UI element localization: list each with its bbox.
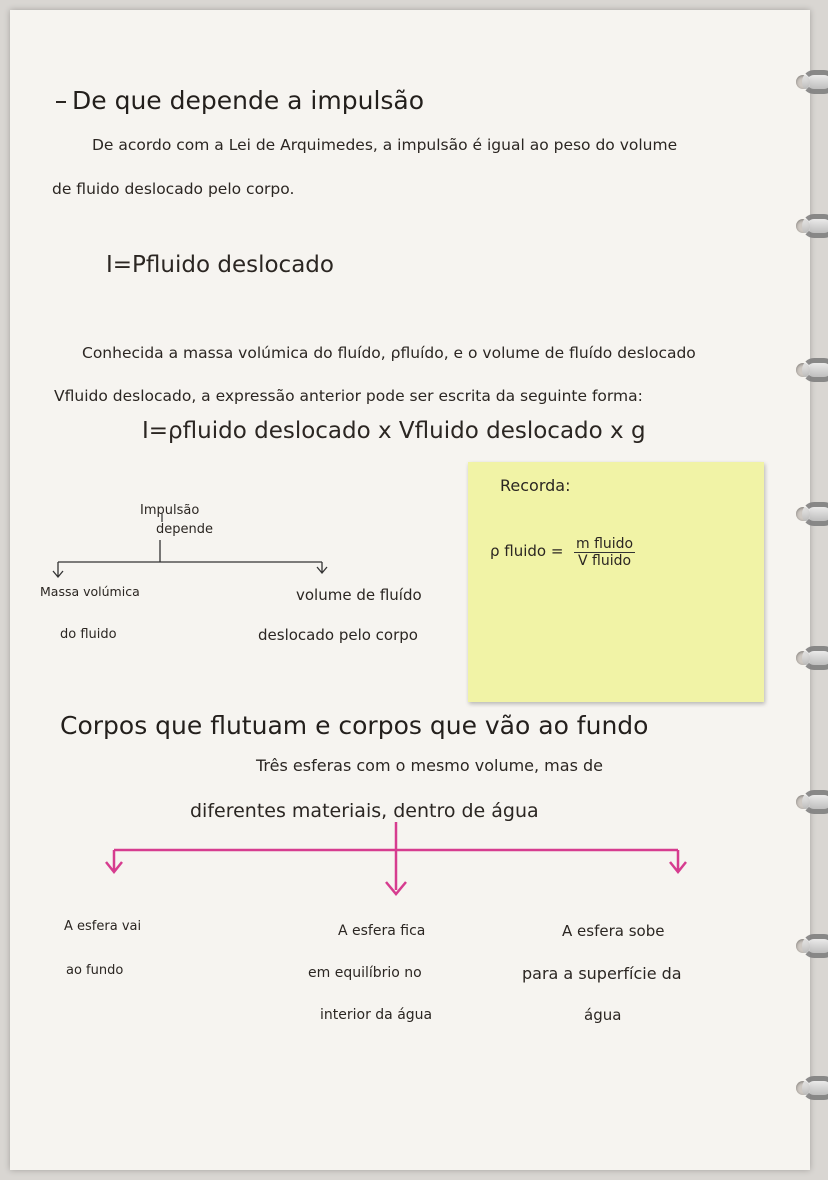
diagram-right-branch-label: volume de fluído bbox=[296, 586, 422, 604]
outcome-sink-line1: A esfera vai bbox=[64, 919, 142, 934]
arrow-right-icon bbox=[317, 562, 327, 573]
density-formula-lhs: ρ fluido = bbox=[490, 542, 564, 560]
section-heading-impulse: De que depende a impulsão bbox=[72, 86, 425, 115]
notebook-page bbox=[10, 10, 810, 1170]
paragraph-archimedes-line2: de fluido deslocado pelo corpo. bbox=[52, 180, 295, 198]
diagram-left-branch-sublabel: do fluido bbox=[60, 627, 117, 642]
formula-impulse-weight: I=Pfluido deslocado bbox=[106, 252, 334, 278]
arrow-left-icon bbox=[53, 562, 63, 577]
diagram-root-sublabel: depende bbox=[156, 522, 213, 537]
intro-spheres-line2: diferentes materiais, dentro de água bbox=[190, 800, 539, 822]
diagram-root-label: Impulsão bbox=[140, 503, 200, 518]
density-numerator: m fluido bbox=[576, 536, 634, 552]
diagram-left-branch-label: Massa volúmica bbox=[40, 584, 140, 599]
outcome-float-line3: água bbox=[584, 1006, 622, 1024]
outcome-sink-line2: ao fundo bbox=[66, 963, 124, 978]
section-heading-floating: Corpos que flutuam e corpos que vão ao fundo bbox=[60, 711, 649, 740]
outcome-equilibrium-line3: interior da água bbox=[320, 1007, 433, 1023]
diagram-arrows bbox=[10, 10, 810, 1170]
sticky-note-title: Recorda: bbox=[500, 476, 571, 495]
diagram-right-branch-sublabel: deslocado pelo corpo bbox=[258, 626, 418, 644]
intro-spheres-line1: Três esferas com o mesmo volume, mas de bbox=[256, 756, 603, 775]
arrow-float-icon bbox=[670, 850, 686, 872]
outcome-float-line2: para a superfície da bbox=[522, 964, 682, 983]
formula-impulse-density: I=ρfluido deslocado x Vfluido deslocado x g bbox=[142, 418, 646, 444]
paragraph-density-line1: Conhecida a massa volúmica do fluído, ρfluído, e o volume de fluído deslocado bbox=[82, 344, 696, 362]
arrow-sink-icon bbox=[106, 850, 122, 872]
outcome-float-line1: A esfera sobe bbox=[562, 922, 665, 940]
outcome-equilibrium-line1: A esfera fica bbox=[338, 923, 426, 939]
paragraph-density-line2: Vfluido deslocado, a expressão anterior pode ser escrita da seguinte forma: bbox=[54, 387, 643, 405]
outcome-equilibrium-line2: em equilíbrio no bbox=[308, 965, 422, 981]
density-denominator: V fluido bbox=[578, 553, 632, 569]
paragraph-archimedes-line1: De acordo com a Lei de Arquimedes, a impulsão é igual ao peso do volume bbox=[92, 136, 678, 154]
